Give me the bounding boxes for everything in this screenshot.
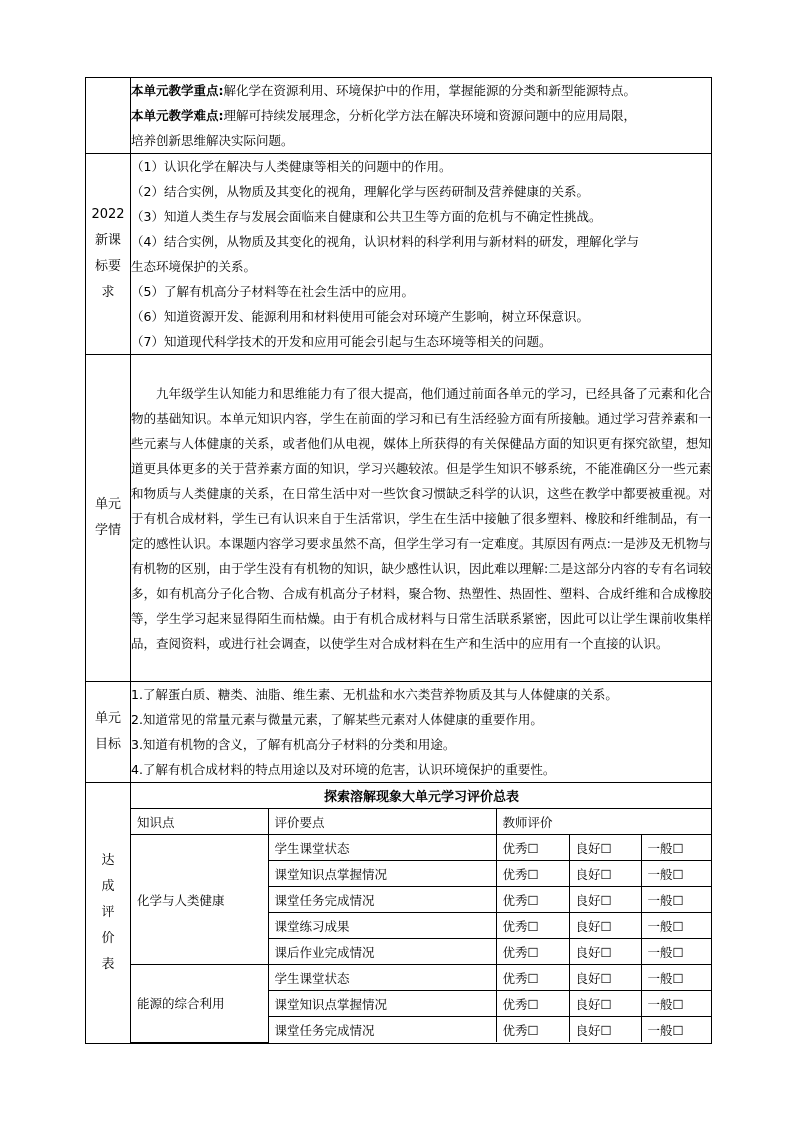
table-row: [131, 835, 712, 861]
good-checkbox[interactable]: 良好☐: [569, 913, 641, 939]
difficulty-line-2: 培养创新思维解决实际问题。: [131, 133, 294, 148]
good-checkbox[interactable]: 良好☐: [569, 939, 641, 965]
standards-label: 2022 新课 标要 求: [86, 154, 131, 355]
evaluation-title: 探索溶解现象大单元学习评价总表: [131, 783, 712, 809]
good-checkbox[interactable]: 良好☐: [569, 861, 641, 887]
standards-row: [86, 154, 712, 355]
difficulty-line: [131, 103, 711, 128]
focus-row: [86, 78, 712, 154]
good-checkbox[interactable]: 良好☐: [569, 887, 641, 913]
good-checkbox[interactable]: 良好☐: [569, 835, 641, 861]
eval-point: 课后作业完成情况: [268, 939, 496, 965]
goal-item: 2.知道常见的常量元素与微量元素，了解某些元素对人体健康的重要作用。: [131, 712, 543, 727]
excellent-checkbox[interactable]: 优秀☐: [496, 991, 569, 1017]
standard-item: （5）了解有机高分子材料等在社会生活中的应用。: [131, 284, 414, 299]
average-checkbox[interactable]: 一般☐: [641, 835, 712, 861]
evaluation-cell: [131, 783, 712, 1044]
eval-point: 学生课堂状态: [268, 965, 496, 991]
excellent-checkbox[interactable]: 优秀☐: [496, 1017, 569, 1043]
difficulty-text: 理解可持续发展理念，分析化学方法在解决环境和资源问题中的应用局限，: [223, 108, 637, 123]
eval-point: 课堂任务完成情况: [268, 1017, 496, 1043]
difficulty-label: 本单元教学难点:: [131, 108, 224, 123]
document-page: [85, 77, 711, 1044]
eval-point: 学生课堂状态: [268, 835, 496, 861]
average-checkbox[interactable]: 一般☐: [641, 913, 712, 939]
topic-health: 化学与人类健康: [131, 835, 268, 965]
average-checkbox[interactable]: 一般☐: [641, 991, 712, 1017]
excellent-checkbox[interactable]: 优秀☐: [496, 861, 569, 887]
header-evaluation-point: 评价要点: [268, 809, 496, 835]
good-checkbox[interactable]: 良好☐: [569, 1017, 641, 1043]
focus-content: [131, 78, 712, 154]
excellent-checkbox[interactable]: 优秀☐: [496, 965, 569, 991]
evaluation-label: 达 成 评 价 表: [86, 783, 131, 1044]
eval-point: 课堂知识点掌握情况: [268, 991, 496, 1017]
goal-item: 4.了解有机合成材料的特点用途以及对环境的危害，认识环境保护的重要性。: [131, 762, 556, 777]
key-point-line: [131, 78, 711, 103]
header-teacher-evaluation: 教师评价: [496, 809, 712, 835]
eval-point: 课堂知识点掌握情况: [268, 861, 496, 887]
goals-row: [86, 682, 712, 783]
topic-energy: 能源的综合利用: [131, 965, 268, 1043]
key-point-text: 解化学在资源利用、环境保护中的作用，掌握能源的分类和新型能源特点。: [223, 83, 637, 98]
unit-plan-table: [85, 77, 712, 1044]
eval-point: 课堂任务完成情况: [268, 887, 496, 913]
header-knowledge-point: 知识点: [131, 809, 268, 835]
standard-item: （4）结合实例，从物质及其变化的视角，认识材料的科学利用与新材料的研发，理解化学与: [131, 234, 639, 249]
situation-row: [86, 355, 712, 682]
focus-label-cell: [86, 78, 131, 154]
excellent-checkbox[interactable]: 优秀☐: [496, 835, 569, 861]
goal-item: 1.了解蛋白质、糖类、油脂、维生素、无机盐和水六类营养物质及其与人体健康的关系。: [131, 687, 618, 702]
evaluation-header-row: [131, 809, 712, 835]
average-checkbox[interactable]: 一般☐: [641, 1017, 712, 1043]
evaluation-row: [86, 783, 712, 1044]
average-checkbox[interactable]: 一般☐: [641, 887, 712, 913]
goals-label: 单元 目标: [86, 682, 131, 783]
table-row: [131, 965, 712, 991]
standard-item: 生态环境保护的关系。: [131, 259, 257, 274]
goals-content: [131, 682, 712, 783]
average-checkbox[interactable]: 一般☐: [641, 939, 712, 965]
excellent-checkbox[interactable]: 优秀☐: [496, 913, 569, 939]
average-checkbox[interactable]: 一般☐: [641, 861, 712, 887]
evaluation-title-row: [131, 783, 712, 809]
good-checkbox[interactable]: 良好☐: [569, 991, 641, 1017]
standards-content: [131, 154, 712, 355]
excellent-checkbox[interactable]: 优秀☐: [496, 887, 569, 913]
standard-item: （3）知道人类生存与发展会面临来自健康和公共卫生等方面的危机与不确定性挑战。: [131, 209, 602, 224]
eval-point: 课堂练习成果: [268, 913, 496, 939]
average-checkbox[interactable]: 一般☐: [641, 965, 712, 991]
standard-item: （6）知道资源开发、能源利用和材料使用可能会对环境产生影响，树立环保意识。: [131, 309, 589, 324]
standard-item: （1）认识化学在解决与人类健康等相关的问题中的作用。: [131, 159, 452, 174]
good-checkbox[interactable]: 良好☐: [569, 965, 641, 991]
goal-item: 3.知道有机物的含义，了解有机高分子材料的分类和用途。: [131, 737, 456, 752]
situation-paragraph: 九年级学生认知能力和思维能力有了很大提高，他们通过前面各单元的学习，已经具备了元素和化合物的基础知识。本单元知识内容，学生在前面的学习和已有生活经验方面有所接触。通过学习营养素和一些元素与人体健康的关系，或者他们从电视，媒体上所获得的有关保健品方面的知识更有探究欲望，想知道更具体更多的关于营养素方面的知识，学习兴趣较浓。但是学生知识不够系统，不能准确区分一些元素和物质与人类健康的关系，在日常生活中对一些饮食习惯缺乏科学的认识，这些在教学中都要被重视。对于有机合成材料，学生已有认识来自于生活常识，学生在生活中接触了很多塑料、橡胶和纤维制品，有一定的感性认识。本课题内容学习要求虽然不高，但学生学习有一定难度。其原因有两点:一是涉及无机物与有机物的区别，由于学生没有有机物的知识，缺少感性认识，因此难以理解:二是这部分内容的专有名词较多，如有机高分子化合物、合成有机高分子材料，聚合物、热塑性、热固性、塑料、合成纤维和合成橡胶等，学生学习起来显得陌生而枯燥。由于有机合成材料与日常生活联系紧密，因此可以让学生课前收集样品，查阅资料，或进行社会调查，以使学生对合成材料在生产和生活中的应用有一个直接的认识。: [131, 385, 711, 651]
standard-item: （7）知道现代科学技术的开发和应用可能会引起与生态环境等相关的问题。: [131, 334, 552, 349]
standard-item: （2）结合实例，从物质及其变化的视角，理解化学与医药研制及营养健康的关系。: [131, 184, 589, 199]
key-point-label: 本单元教学重点:: [131, 83, 224, 98]
situation-label: 单元 学情: [86, 355, 131, 682]
situation-content: [131, 355, 712, 682]
excellent-checkbox[interactable]: 优秀☐: [496, 939, 569, 965]
evaluation-table: [131, 783, 712, 1043]
